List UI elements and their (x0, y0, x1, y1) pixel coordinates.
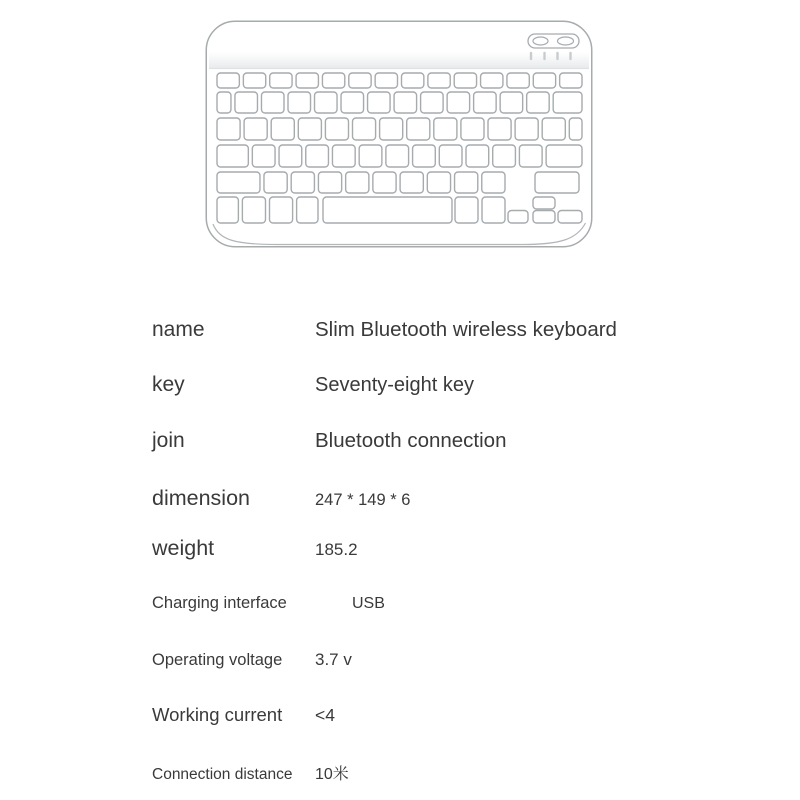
spec-label: weight (152, 536, 215, 560)
keyboard-key (332, 145, 355, 167)
keyboard-key (270, 197, 293, 223)
keyboard-key (546, 145, 582, 167)
keyboard-key (217, 145, 248, 167)
keyboard-key (252, 145, 275, 167)
keyboard-key (493, 145, 516, 167)
keyboard-key (558, 211, 582, 224)
keyboard-key (264, 172, 287, 193)
spec-value: 247 * 149 * 6 (315, 491, 411, 509)
spec-value: Seventy-eight key (315, 374, 474, 396)
keyboard-key (500, 92, 523, 113)
spec-row-operating-voltage (152, 650, 712, 670)
keyboard-key (368, 92, 391, 113)
keyboard-key (428, 73, 450, 88)
spec-value: Slim Bluetooth wireless keyboard (315, 318, 617, 341)
keyboard-key (482, 172, 505, 193)
keyboard-key (306, 145, 329, 167)
spec-value: 10米 (315, 766, 349, 783)
keyboard-key (455, 197, 478, 223)
keyboard-key (569, 118, 582, 140)
keyboard-key (359, 145, 382, 167)
keyboard-key (271, 118, 294, 140)
keyboard-key (439, 145, 462, 167)
keyboard-key (322, 73, 344, 88)
spec-label: Connection distance (152, 766, 293, 783)
keyboard-key (515, 118, 538, 140)
keyboard-key (235, 92, 258, 113)
keyboard-key (407, 118, 430, 140)
spec-row-charging-interface (152, 594, 712, 613)
keyboard-key (421, 92, 444, 113)
keyboard-key (297, 197, 318, 223)
keyboard-illustration (205, 20, 593, 248)
keyboard-key (243, 73, 265, 88)
spec-label: Charging interface (152, 594, 287, 612)
spec-value: USB (352, 595, 385, 612)
keyboard-key (217, 73, 239, 88)
keyboard-key (296, 73, 318, 88)
keyboard-key (323, 197, 452, 223)
spec-value: 185.2 (315, 540, 358, 559)
keyboard-key (553, 92, 582, 113)
spec-label: join (152, 429, 185, 452)
keyboard-key (291, 172, 314, 193)
power-button-icon (533, 37, 548, 45)
spec-row-key (152, 373, 712, 397)
keyboard-key (434, 118, 457, 140)
keyboard-key (527, 92, 550, 113)
spec-value: Bluetooth connection (315, 429, 507, 452)
spec-row-join (152, 429, 712, 453)
keyboard-key (380, 118, 403, 140)
spec-row-connection-distance (152, 761, 712, 784)
keyboard-key (507, 73, 529, 88)
keyboard-key (341, 92, 364, 113)
keyboard-key (373, 172, 396, 193)
keyboard-key (533, 73, 555, 88)
keyboard-key (455, 172, 478, 193)
spec-value: <4 (315, 705, 335, 725)
keyboard-key (261, 92, 284, 113)
keyboard-key (413, 145, 436, 167)
keyboard-key (508, 211, 528, 224)
keyboard-key (318, 172, 341, 193)
keyboard-key (427, 172, 450, 193)
keyboard-key (447, 92, 470, 113)
spec-label: Operating voltage (152, 651, 283, 669)
keyboard-key (325, 118, 348, 140)
spec-label: name (152, 318, 205, 341)
keyboard-key (217, 92, 231, 113)
pairing-button-icon (558, 37, 574, 45)
keyboard-key (474, 92, 497, 113)
keyboard-key (353, 118, 376, 140)
keyboard-key (217, 118, 240, 140)
keyboard-key (315, 92, 338, 113)
keyboard-key (346, 172, 369, 193)
keyboard-key (279, 145, 302, 167)
keyboard-line-drawing (205, 20, 593, 248)
keyboard-key (454, 73, 476, 88)
keyboard-key (394, 92, 417, 113)
keyboard-key (402, 73, 424, 88)
keyboard-key (375, 73, 397, 88)
spec-label: Working current (152, 704, 283, 725)
keyboard-key (298, 118, 321, 140)
keyboard-key (533, 197, 555, 209)
spec-row-name (152, 318, 712, 342)
keyboard-key (461, 118, 484, 140)
keyboard-key (560, 73, 582, 88)
spec-value: 3.7 v (315, 650, 352, 669)
spec-label: dimension (152, 486, 250, 510)
keyboard-key (535, 172, 579, 193)
spec-row-weight (152, 536, 712, 561)
keyboard-key (481, 73, 503, 88)
spec-label: key (152, 373, 185, 396)
keyboard-key (288, 92, 311, 113)
keyboard-key (488, 118, 511, 140)
keyboard-key (482, 197, 505, 223)
keyboard-key (217, 197, 238, 223)
keyboard-key (519, 145, 542, 167)
keyboard-key (386, 145, 409, 167)
keyboard-key (217, 172, 260, 193)
keyboard-key (270, 73, 292, 88)
spec-row-dimension (152, 486, 712, 511)
keyboard-key (466, 145, 489, 167)
keyboard-key (533, 211, 555, 224)
keyboard-key (349, 73, 371, 88)
keyboard-key (542, 118, 565, 140)
keyboard-key (242, 197, 265, 223)
keyboard-key (244, 118, 267, 140)
spec-row-working-current (152, 704, 712, 726)
keyboard-key (400, 172, 423, 193)
